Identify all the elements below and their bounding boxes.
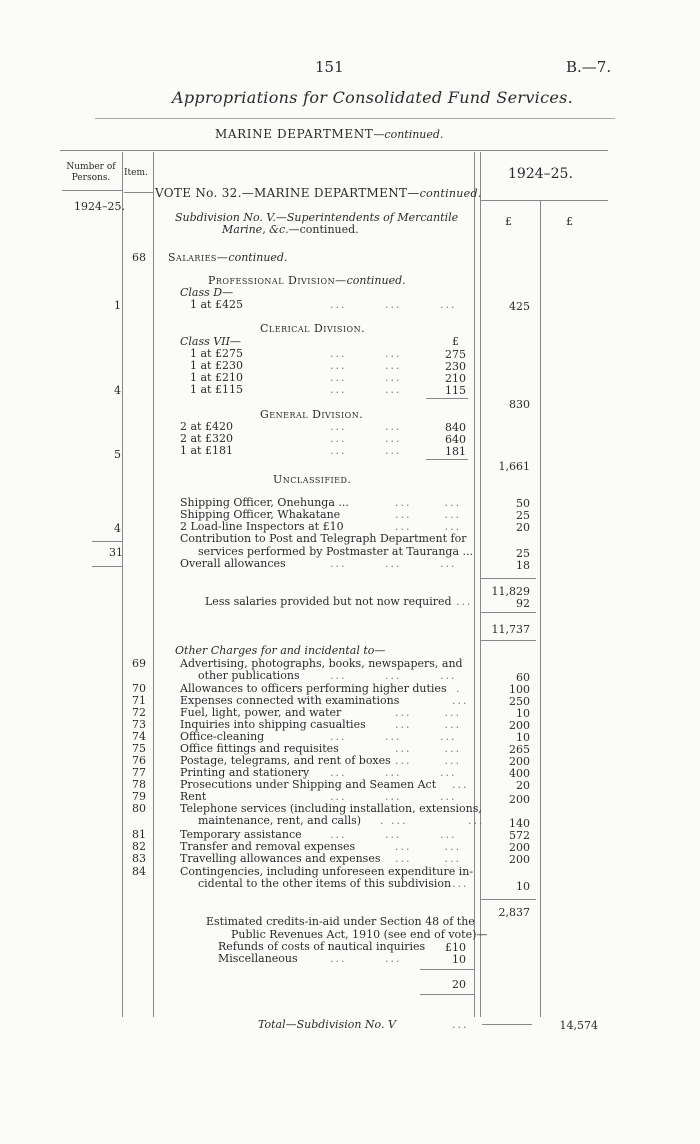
professional-label: Professional Division— (208, 274, 347, 287)
subdivision-heading-line2 (222, 224, 359, 236)
unclassified-row-3-leaders: ... ... (395, 520, 461, 533)
item-number: 82 (132, 840, 146, 853)
unclassified-row-1-amount: 50 (516, 497, 530, 510)
item-description: Fuel, light, power, and water (180, 706, 342, 719)
other-charges-total: 2,837 (498, 906, 530, 919)
general-total: 1,661 (498, 460, 530, 473)
subtotal-rule (480, 578, 536, 579)
clerical-row-3-leaders: ... ... (330, 371, 402, 384)
item-number: 76 (132, 754, 146, 767)
persons-sum-rule (92, 541, 122, 542)
item-number: 79 (132, 790, 146, 803)
clerical-row-3-label: 1 at £210 (190, 371, 243, 384)
item-amount: 10 (516, 880, 530, 893)
vote-title-continued: continued. (419, 187, 482, 200)
professional-division-heading (208, 275, 406, 287)
clerical-row-3-amount: 210 (445, 372, 466, 385)
general-persons: 5 (114, 448, 121, 461)
contribution-line-1: Contribution to Post and Telegraph Department for (180, 532, 467, 545)
clerical-row-1-amount: 275 (445, 348, 466, 361)
vote-title (155, 186, 482, 200)
overall-allowances-amount: 18 (516, 559, 530, 572)
clerical-sum-rule (426, 398, 468, 399)
item-amount: 200 (509, 719, 530, 732)
miscellaneous-leaders: ... ... (330, 952, 402, 965)
class-vii-heading: Class VII— (180, 335, 241, 348)
item-leaders: ... ... (395, 840, 461, 853)
general-row-1-amount: 840 (445, 421, 466, 434)
unclassified-row-2-leaders: ... ... (395, 508, 461, 521)
refunds-label: Refunds of costs of nautical inquiries (218, 940, 426, 953)
item-number: 70 (132, 682, 146, 695)
item-number: 73 (132, 718, 146, 731)
item-description: Inquiries into shipping casualties (180, 718, 366, 731)
page-number: 151 (315, 58, 344, 76)
general-row-3-label: 1 at £181 (180, 444, 233, 457)
total-persons: 31 (109, 546, 123, 559)
amount-column-rule-2 (540, 200, 541, 1017)
credits-heading-line1: Estimated credits-in-aid under Section 48 of the (206, 915, 475, 928)
item-amount: 60 (516, 671, 530, 684)
contribution-amount: 25 (516, 547, 530, 560)
item-number: 84 (132, 865, 146, 878)
header-rule (95, 118, 615, 119)
item-description: Expenses connected with examinations (180, 694, 400, 707)
clerical-persons: 4 (114, 384, 121, 397)
item-amount: 200 (509, 841, 530, 854)
clerical-row-2-label: 1 at £230 (190, 359, 243, 372)
year-column-header: 1924–25. (508, 166, 573, 182)
net-total-rule-top (480, 612, 536, 613)
vote-title-text: VOTE No. 32.—MARINE DEPARTMENT— (155, 186, 420, 200)
general-sum-rule (426, 459, 468, 460)
clerical-division-heading: Clerical Division. (260, 322, 366, 335)
subdivision-heading-line1: Subdivision No. V.—Superintendents of Mercantile (175, 211, 459, 224)
persons-year-label: 1924–25. (74, 200, 125, 213)
persons-total-rule (92, 566, 122, 567)
class-d-leaders: ... ... ... (330, 298, 457, 311)
general-row-1-label: 2 at £420 (180, 420, 233, 433)
item-amount: 100 (509, 683, 530, 696)
unclassified-heading: Unclassified. (273, 473, 352, 486)
clerical-row-2-amount: 230 (445, 360, 466, 373)
item-description: Printing and stationery (180, 766, 310, 779)
item-amount: 200 (509, 755, 530, 768)
item-leaders: ... ... (395, 718, 461, 731)
item-description: Postage, telegrams, and rent of boxes (180, 754, 391, 767)
item-leaders: . ... ... (380, 814, 485, 827)
refunds-amount: £10 (445, 941, 466, 954)
item-number: 81 (132, 828, 146, 841)
unclassified-row-2-label: Shipping Officer, Whakatane (180, 508, 341, 521)
credits-total: 20 (452, 978, 466, 991)
subdivision-total-label: Total—Subdivision No. V (258, 1018, 396, 1031)
pound-sign-column-1: £ (505, 215, 512, 228)
item-amount: 140 (509, 817, 530, 830)
table-top-rule (60, 150, 608, 151)
class-d-amount: 425 (509, 300, 530, 313)
clerical-row-4-amount: 115 (445, 384, 466, 397)
clerical-row-4-label: 1 at £115 (190, 383, 243, 396)
item-leaders: ... ... ... (330, 766, 457, 779)
overall-allowances-leaders: ... ... ... (330, 557, 457, 570)
clerical-row-1-label: 1 at £275 (190, 347, 243, 360)
item-number: 72 (132, 706, 146, 719)
unclassified-row-3-amount: 20 (516, 521, 530, 534)
unclassified-row-2-amount: 25 (516, 509, 530, 522)
miscellaneous-label: Miscellaneous (218, 952, 298, 965)
item-number: 71 (132, 694, 146, 707)
less-salaries-amount: 92 (516, 597, 530, 610)
net-total-rule-bottom (480, 640, 536, 641)
subdivision-total-value: 14,574 (559, 1019, 598, 1032)
item-amount: 200 (509, 853, 530, 866)
item-leaders: ... ... ... (330, 828, 457, 841)
item-description: Rent (180, 790, 207, 803)
other-charges-heading: Other Charges for and incidental to— (175, 644, 386, 657)
item-number: 69 (132, 657, 146, 670)
subdivision-total-dash (482, 1024, 532, 1025)
item-description: Allowances to officers performing higher duties (180, 682, 447, 695)
subdivision-continued: —continued. (288, 223, 359, 236)
item-leaders: ... ... ... (330, 669, 457, 682)
item-amount: 265 (509, 743, 530, 756)
item-description: Prosecutions under Shipping and Seamen Act (180, 778, 437, 791)
general-row-1-leaders: ... ... (330, 420, 402, 433)
persons-header-rule (62, 190, 122, 191)
unclassified-persons: 4 (114, 522, 121, 535)
item-amount: 10 (516, 731, 530, 744)
item-amount: 250 (509, 695, 530, 708)
item-amount: 572 (509, 829, 530, 842)
department-name: MARINE DEPARTMENT (215, 127, 374, 141)
page-title: Appropriations for Consolidated Fund Services. (172, 88, 574, 107)
item-amount: 20 (516, 779, 530, 792)
subdivision-total-leaders: ... (452, 1018, 469, 1031)
item-leaders: ... (452, 877, 469, 890)
item-description: Travelling allowances and expenses (180, 852, 381, 865)
credits-sum-rule-top (420, 969, 474, 970)
department-heading (215, 127, 443, 141)
general-row-3-leaders: ... ... (330, 444, 402, 457)
unclassified-row-3-label: 2 Load-line Inspectors at £10 (180, 520, 344, 533)
credits-heading-line2: Public Revenues Act, 1910 (see end of vote)— (231, 928, 488, 941)
salaries-heading (168, 252, 287, 264)
overall-allowances-label: Overall allowances (180, 557, 286, 570)
item-leaders: ... ... ... (330, 790, 457, 803)
item-description: Telephone services (including installation, extensions, (180, 802, 482, 815)
salaries-item-number: 68 (132, 251, 146, 264)
item-number: 80 (132, 802, 146, 815)
item-column-rule (153, 152, 154, 1017)
text-column-rule (474, 152, 475, 1017)
item-leaders: ... ... (395, 706, 461, 719)
clerical-total: 830 (509, 398, 530, 411)
item-description: Temporary assistance (180, 828, 302, 841)
general-row-2-amount: 640 (445, 433, 466, 446)
item-leaders: ... ... (395, 852, 461, 865)
contribution-line-2: services performed by Postmaster at Tauranga ... (198, 545, 473, 558)
clerical-row-4-leaders: ... ... (330, 383, 402, 396)
salaries-subtotal: 11,829 (491, 585, 530, 598)
subdivision-marine: Marine, &c. (222, 223, 289, 236)
item-leaders: ... ... (395, 742, 461, 755)
unclassified-row-1-leaders: ... ... (395, 496, 461, 509)
item-description-cont: other publications (198, 669, 300, 682)
item-number: 75 (132, 742, 146, 755)
department-continued: —continued. (373, 128, 444, 141)
item-amount: 200 (509, 793, 530, 806)
salaries-label: Salaries— (168, 251, 229, 264)
salaries-net-total: 11,737 (491, 623, 530, 636)
item-leaders: ... (452, 694, 469, 707)
document-reference: B.—7. (566, 58, 612, 76)
other-charges-sum-rule (480, 899, 536, 900)
year-header-rule (480, 200, 608, 201)
class-d-line: 1 at £425 (190, 298, 243, 311)
professional-continued: continued. (346, 274, 406, 287)
item-description-cont: maintenance, rent, and calls) (198, 814, 362, 827)
item-column-header: Item. (124, 168, 148, 178)
item-number: 77 (132, 766, 146, 779)
pound-sign-column-2: £ (566, 215, 573, 228)
item-leaders: ... (452, 778, 469, 791)
persons-column-header: Number of Persons. (66, 162, 116, 183)
salaries-continued: continued. (228, 251, 288, 264)
less-salaries-leaders: ... (456, 595, 473, 608)
item-leaders: ... ... ... (330, 730, 457, 743)
amount-column-rule-1 (480, 152, 481, 1017)
unclassified-row-1-label: Shipping Officer, Onehunga ... (180, 496, 349, 509)
general-row-2-label: 2 at £320 (180, 432, 233, 445)
item-description: Advertising, photographs, books, newspapers, and (180, 657, 463, 670)
item-amount: 400 (509, 767, 530, 780)
item-amount: 10 (516, 707, 530, 720)
general-row-3-amount: 181 (445, 445, 466, 458)
general-row-2-leaders: ... ... (330, 432, 402, 445)
class-d-persons: 1 (114, 299, 121, 312)
item-number: 78 (132, 778, 146, 791)
item-description-cont: cidental to the other items of this subdivision (198, 877, 452, 890)
clerical-row-2-leaders: ... ... (330, 359, 402, 372)
item-number: 83 (132, 852, 146, 865)
item-leaders: ... ... (395, 754, 461, 767)
item-description: Office fittings and requisites (180, 742, 339, 755)
vote-title-rule (124, 192, 153, 193)
item-leaders: . (456, 682, 462, 695)
item-description: Contingencies, including unforeseen expenditure in- (180, 865, 474, 878)
clerical-pound-sign: £ (452, 335, 459, 348)
credits-sum-rule-bottom (420, 994, 474, 995)
less-salaries-label: Less salaries provided but not now required (205, 595, 452, 608)
persons-column-rule (122, 152, 123, 1017)
clerical-row-1-leaders: ... ... (330, 347, 402, 360)
general-division-heading: General Division. (260, 408, 364, 421)
item-description: Transfer and removal expenses (180, 840, 356, 853)
miscellaneous-amount: 10 (452, 953, 466, 966)
item-number: 74 (132, 730, 146, 743)
class-d-heading: Class D— (180, 286, 234, 299)
item-description: Office-cleaning (180, 730, 265, 743)
